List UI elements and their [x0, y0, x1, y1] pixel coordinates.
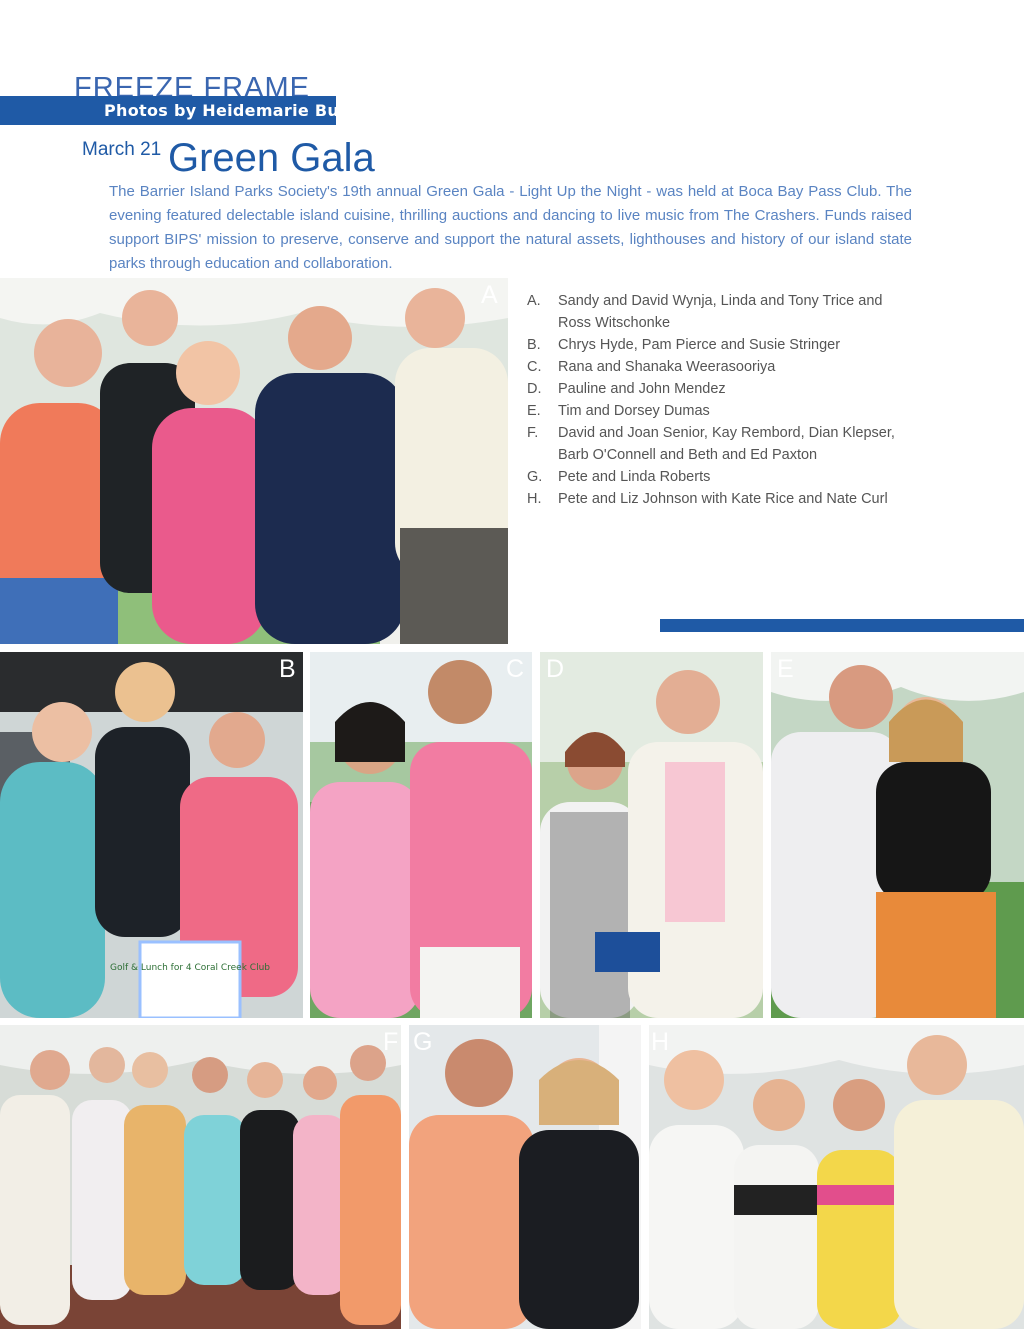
caption-item	[527, 356, 917, 378]
event-date: March 21	[82, 139, 162, 160]
photo-a-image	[0, 278, 508, 644]
caption-item	[527, 422, 917, 466]
caption-text: Pauline and John Mendez	[558, 381, 726, 397]
photo-f-letter: F	[383, 1028, 399, 1056]
photo-b-letter: B	[279, 655, 296, 683]
photo-credit: Photos by Heidemarie Burke	[104, 101, 369, 120]
photo-c-image	[310, 652, 532, 1018]
photo-b	[0, 652, 303, 1018]
caption-text: Pete and Liz Johnson with Kate Rice and Nate Curl	[558, 491, 888, 507]
caption-letter: B.	[527, 337, 541, 353]
caption-letter: F.	[527, 425, 539, 441]
photo-b-sign-text: Golf & Lunch for 4 Coral Creek Club	[110, 963, 270, 973]
caption-text: David and Joan Senior, Kay Rembord, Dian Klepser, Barb O'Connell and Beth and Ed Paxton	[558, 425, 895, 463]
caption-letter: A.	[527, 293, 541, 309]
caption-item	[527, 466, 917, 488]
caption-list	[527, 290, 917, 510]
photo-d-image	[540, 652, 763, 1018]
photo-g	[409, 1025, 641, 1329]
caption-item	[527, 290, 917, 334]
photo-b-image	[0, 652, 303, 1018]
caption-letter: E.	[527, 403, 541, 419]
event-title: Green Gala	[168, 136, 375, 180]
photo-c-letter: C	[506, 655, 525, 683]
caption-letter: D.	[527, 381, 542, 397]
caption-letter: C.	[527, 359, 542, 375]
caption-text: Pete and Linda Roberts	[558, 469, 711, 485]
photo-d	[540, 652, 763, 1018]
photo-e	[771, 652, 1024, 1018]
photo-g-letter: G	[413, 1028, 433, 1056]
caption-text: Chrys Hyde, Pam Pierce and Susie Stringer	[558, 337, 841, 353]
photo-a	[0, 278, 508, 644]
caption-item	[527, 400, 917, 422]
photo-e-image	[771, 652, 1024, 1018]
caption-text: Tim and Dorsey Dumas	[558, 403, 710, 419]
caption-item	[527, 488, 917, 510]
intro-paragraph: The Barrier Island Parks Society's 19th annual Green Gala - Light Up the Night - was held at Boca Bay Pass Club. The evening featured delectable island cuisine, thrilling auctions and dancing to live music from The Crashers. Funds raised support BIPS' mission to preserve, conserve and support the natural assets, lighthouses and history of our island state parks through education and collaboration.	[109, 183, 912, 272]
photo-d-letter: D	[546, 655, 565, 683]
caption-text: Rana and Shanaka Weerasooriya	[558, 359, 776, 375]
photo-e-letter: E	[777, 655, 794, 683]
photo-a-letter: A	[481, 281, 498, 309]
photo-h-letter: H	[651, 1028, 670, 1056]
photo-g-image	[409, 1025, 641, 1329]
section-title: FREEZE FRAME	[74, 72, 310, 96]
photo-f-image	[0, 1025, 401, 1329]
photo-h	[649, 1025, 1024, 1329]
caption-item	[527, 378, 917, 400]
caption-text: Sandy and David Wynja, Linda and Tony Trice and Ross Witschonke	[558, 293, 883, 331]
caption-letter: G.	[527, 469, 543, 485]
caption-item	[527, 334, 917, 356]
photo-h-image	[649, 1025, 1024, 1329]
photo-c	[310, 652, 532, 1018]
caption-letter: H.	[527, 491, 542, 507]
accent-bar	[660, 619, 1024, 632]
photo-f	[0, 1025, 401, 1329]
